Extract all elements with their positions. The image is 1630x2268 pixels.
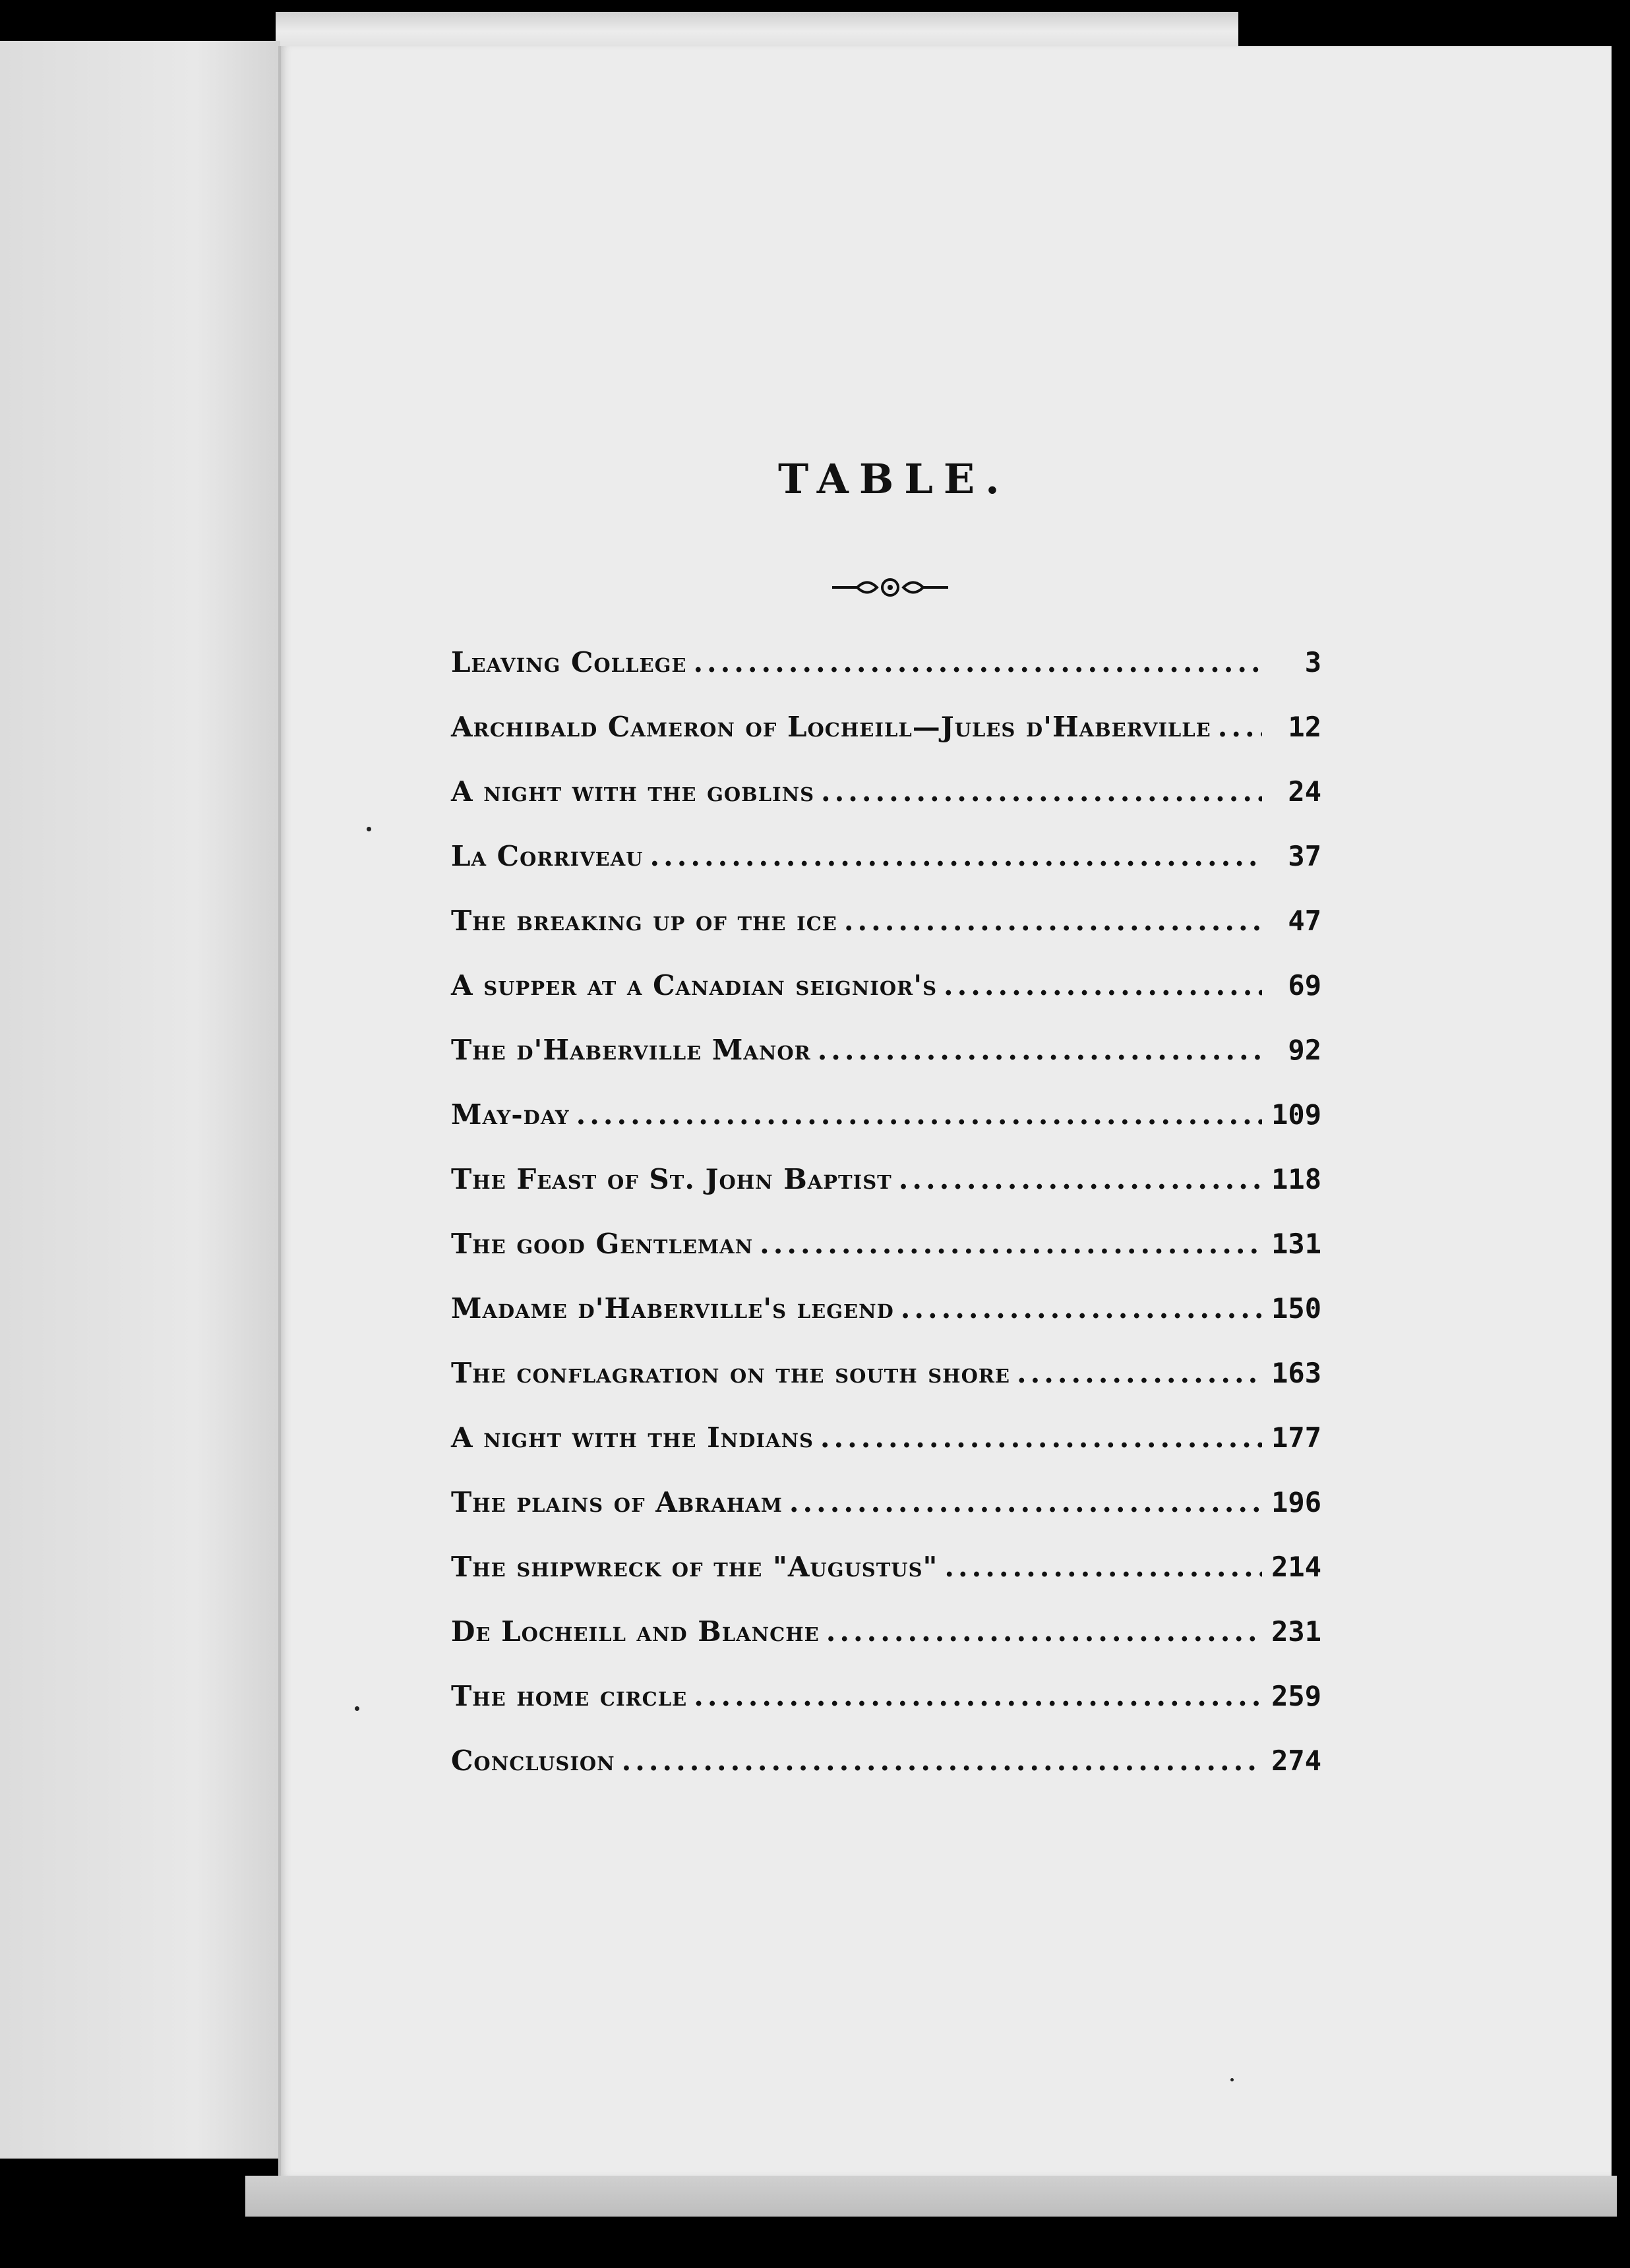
dot-leader <box>694 1680 1262 1712</box>
toc-entry-page: 150 <box>1271 1292 1321 1325</box>
toc-entry-page: 69 <box>1288 969 1321 1001</box>
toc-entry-page: 163 <box>1271 1357 1321 1389</box>
toc-entry-title: La Corriveau <box>451 840 644 872</box>
dot-leader <box>944 1551 1262 1583</box>
toc-entry-page: 3 <box>1304 646 1321 678</box>
dot-leader <box>1017 1357 1262 1389</box>
toc-entry <box>451 775 1321 840</box>
toc-entry <box>451 711 1321 775</box>
toc-entry-page: 259 <box>1271 1680 1321 1712</box>
dot-leader <box>901 1292 1262 1325</box>
toc-entry-page: 47 <box>1288 905 1321 937</box>
toc-entry-title: Archibald Cameron of Locheill—Jules d'Haberville <box>451 711 1211 743</box>
toc-entry-page: 196 <box>1271 1486 1321 1518</box>
toc-entry-title: The breaking up of the ice <box>451 905 837 937</box>
toc-entry <box>451 1745 1321 1809</box>
toc-entry-page: 37 <box>1288 840 1321 872</box>
table-of-contents <box>451 646 1321 1809</box>
toc-entry <box>451 1551 1321 1615</box>
toc-entry <box>451 1615 1321 1680</box>
toc-entry-title: The home circle <box>451 1680 688 1712</box>
dot-leader <box>1218 711 1262 743</box>
page-title: TABLE. <box>778 455 1010 503</box>
dot-leader <box>826 1615 1262 1648</box>
toc-entry-title: The plains of Abraham <box>451 1486 783 1518</box>
toc-entry <box>451 1228 1321 1292</box>
toc-entry-page: 214 <box>1271 1551 1321 1583</box>
toc-entry <box>451 1421 1321 1486</box>
toc-entry-page: 12 <box>1288 711 1321 743</box>
dot-leader <box>789 1486 1262 1518</box>
bottom-page-edge <box>245 2176 1617 2217</box>
toc-entry-title: A night with the Indians <box>451 1421 814 1454</box>
toc-entry-title: A supper at a Canadian seignior's <box>451 969 938 1001</box>
dot-leader <box>844 905 1262 937</box>
toc-entry-title: The conflagration on the south shore <box>451 1357 1011 1389</box>
toc-entry-title: The shipwreck of the "Augustus" <box>451 1551 938 1583</box>
toc-entry-title: The d'Haberville Manor <box>451 1034 811 1066</box>
dot-leader <box>576 1098 1262 1131</box>
dot-leader <box>818 1034 1262 1066</box>
dot-leader <box>820 1421 1262 1454</box>
toc-entry-title: May-day <box>451 1098 570 1131</box>
toc-entry-title: De Locheill and Blanche <box>451 1615 820 1648</box>
toc-entry <box>451 905 1321 969</box>
ornament-divider-icon <box>831 572 950 603</box>
toc-entry-page: 231 <box>1271 1615 1321 1648</box>
facing-page <box>0 41 280 2159</box>
dot-leader <box>760 1228 1262 1260</box>
ink-speck <box>355 1706 359 1711</box>
dot-leader <box>899 1163 1262 1195</box>
dot-leader <box>821 775 1262 808</box>
toc-entry-page: 177 <box>1271 1421 1321 1454</box>
toc-entry-title: Conclusion <box>451 1745 615 1777</box>
dot-leader <box>693 646 1262 678</box>
toc-entry <box>451 1292 1321 1357</box>
toc-entry <box>451 1098 1321 1163</box>
dot-leader <box>622 1745 1262 1777</box>
toc-entry-page: 109 <box>1271 1098 1321 1131</box>
toc-entry-title: The Feast of St. John Baptist <box>451 1163 892 1195</box>
toc-entry <box>451 969 1321 1034</box>
toc-entry-page: 274 <box>1271 1745 1321 1777</box>
toc-entry-title: Madame d'Haberville's legend <box>451 1292 894 1325</box>
toc-entry <box>451 1486 1321 1551</box>
ink-speck <box>367 827 371 831</box>
toc-entry-title: The good Gentleman <box>451 1228 754 1260</box>
toc-entry <box>451 1163 1321 1228</box>
toc-entry <box>451 1680 1321 1745</box>
toc-entry <box>451 1357 1321 1421</box>
toc-entry <box>451 646 1321 711</box>
toc-entry-page: 131 <box>1271 1228 1321 1260</box>
ink-speck <box>1230 2078 1234 2081</box>
toc-entry-title: Leaving College <box>451 646 687 678</box>
toc-entry-page: 92 <box>1288 1034 1321 1066</box>
dot-leader <box>650 840 1262 872</box>
toc-entry-page: 24 <box>1288 775 1321 808</box>
toc-entry <box>451 840 1321 905</box>
dot-leader <box>944 969 1262 1001</box>
toc-entry-page: 118 <box>1271 1163 1321 1195</box>
toc-entry-title: A night with the goblins <box>451 775 815 808</box>
toc-entry <box>451 1034 1321 1098</box>
